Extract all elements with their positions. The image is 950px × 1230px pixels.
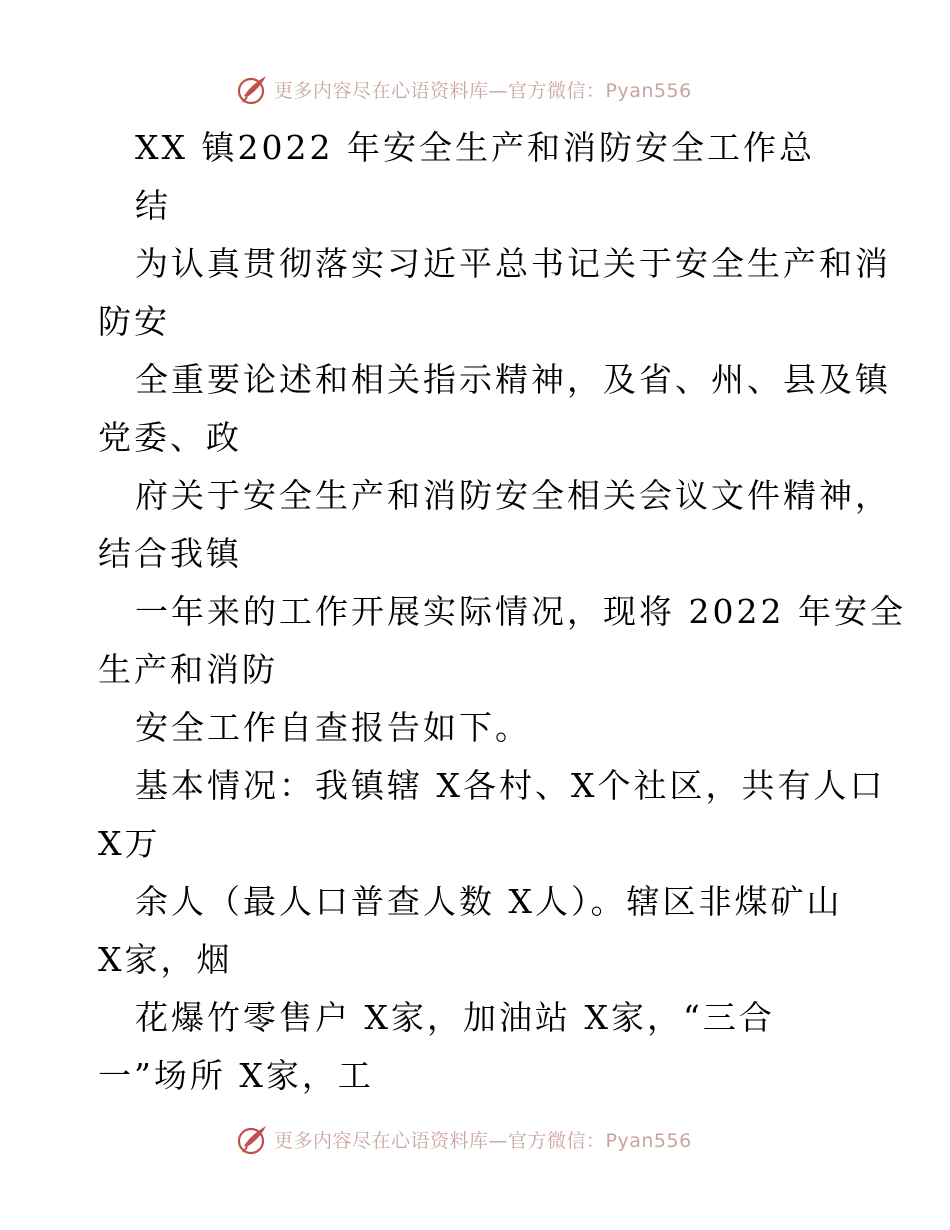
paragraph-line: 结合我镇 — [98, 534, 242, 573]
paragraph-line: 基本情况：我镇辖 X各村、X个社区，共有人口 — [135, 766, 886, 805]
footer-watermark — [236, 1122, 692, 1156]
paragraph-line: 党委、政 — [98, 418, 242, 457]
paragraph-line: 府关于安全生产和消防安全相关会议文件精神， — [135, 476, 891, 515]
paragraph-line: 生产和消防 — [98, 650, 278, 689]
paragraph-line: X家，烟 — [98, 940, 233, 979]
paragraph-line: 余人（最人口普查人数 X人）。辖区非煤矿山 — [135, 882, 843, 921]
document-title-line-2: 结 — [135, 186, 171, 225]
quill-logo-icon — [236, 1122, 270, 1156]
paragraph-line: 一”场所 X家，工 — [98, 1056, 374, 1095]
paragraph-line: 一年来的工作开展实际情况，现将 2022 年安全 — [135, 592, 906, 631]
paragraph-line: X万 — [98, 824, 161, 863]
paragraph-line: 全重要论述和相关指示精神，及省、州、县及镇 — [135, 360, 891, 399]
paragraph-line: 为认真贯彻落实习近平总书记关于安全生产和消 — [135, 244, 891, 283]
paragraph-line: 安全工作自查报告如下。 — [135, 708, 531, 747]
watermark-text: 更多内容尽在心语资料库—官方微信：Pyan556 — [274, 1129, 692, 1152]
watermark-text: 更多内容尽在心语资料库—官方微信：Pyan556 — [274, 79, 692, 102]
document-title-line-1: XX 镇2022 年安全生产和消防安全工作总 — [135, 128, 815, 167]
paragraph-line: 防安 — [98, 302, 170, 341]
paragraph-line: 花爆竹零售户 X家，加油站 X家，“三合 — [135, 998, 775, 1037]
